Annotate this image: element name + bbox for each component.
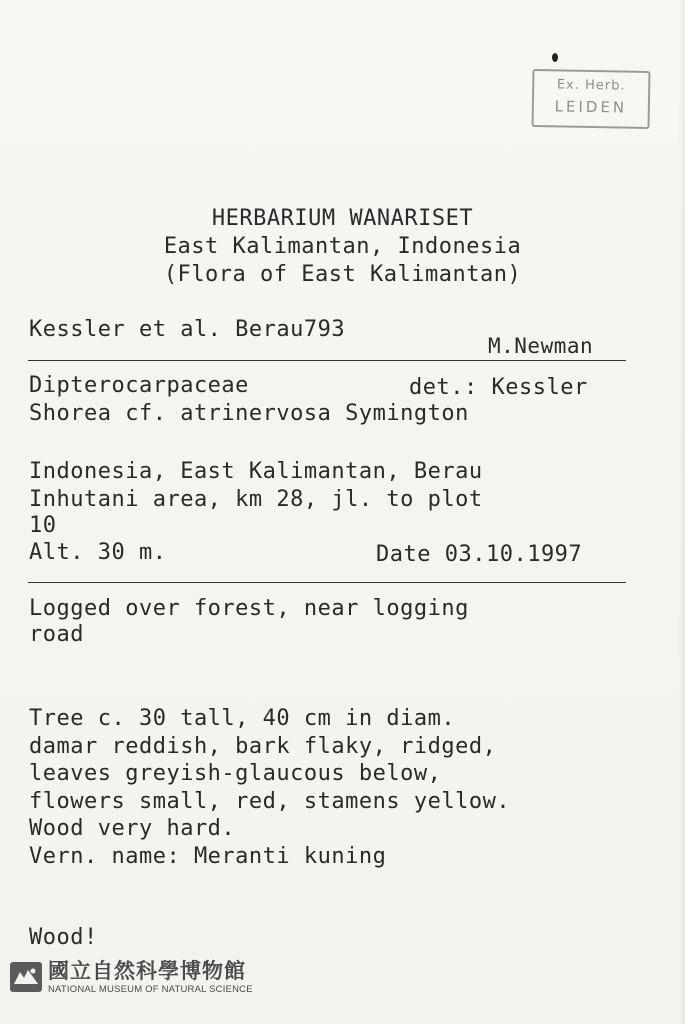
vernacular-name: Vern. name: Meranti kuning	[29, 844, 387, 869]
species-name: Shorea cf. atrinervosa Symington	[29, 401, 469, 426]
secondary-collector: M.Newman	[488, 334, 594, 358]
paper-edge	[679, 0, 685, 1024]
note: Wood!	[29, 925, 98, 950]
collector-number: Kessler et al. Berau793	[29, 317, 346, 342]
ink-dot	[552, 53, 558, 62]
stamp-line-2: LEIDEN	[554, 97, 628, 117]
description-line-5: Wood very hard.	[29, 816, 236, 841]
habitat-line-1: Logged over forest, near logging	[29, 596, 469, 621]
locality-line-3: 10	[29, 513, 57, 538]
divider-2	[28, 582, 626, 583]
herbarium-title: HERBARIUM WANARISET	[211, 206, 474, 231]
museum-logo-icon	[10, 962, 42, 992]
museum-name-english: NATIONAL MUSEUM OF NATURAL SCIENCE	[48, 984, 253, 995]
family-name: Dipterocarpaceae	[29, 373, 249, 398]
habitat-line-2: road	[29, 622, 84, 647]
museum-logo	[10, 958, 280, 1002]
locality-line-2: Inhutani area, km 28, jl. to plot	[29, 487, 483, 512]
collection-date: Date 03.10.1997	[376, 542, 583, 567]
project-name: (Flora of East Kalimantan)	[163, 262, 522, 287]
stamp-line-1: Ex. Herb.	[556, 77, 626, 94]
museum-name-chinese: 國立自然科學博物館	[48, 959, 246, 983]
description-line-1: Tree c. 30 tall, 40 cm in diam.	[29, 706, 456, 731]
herbarium-stamp	[532, 69, 651, 129]
description-line-3: leaves greyish-glaucous below,	[29, 761, 442, 786]
locality-line-1: Indonesia, East Kalimantan, Berau	[29, 459, 483, 484]
divider-1	[28, 360, 626, 361]
description-line-2: damar reddish, bark flaky, ridged,	[29, 734, 497, 759]
determiner: det.: Kessler	[409, 375, 588, 400]
altitude: Alt. 30 m.	[29, 540, 167, 565]
description-line-4: flowers small, red, stamens yellow.	[29, 789, 511, 814]
region-subtitle: East Kalimantan, Indonesia	[163, 234, 522, 259]
